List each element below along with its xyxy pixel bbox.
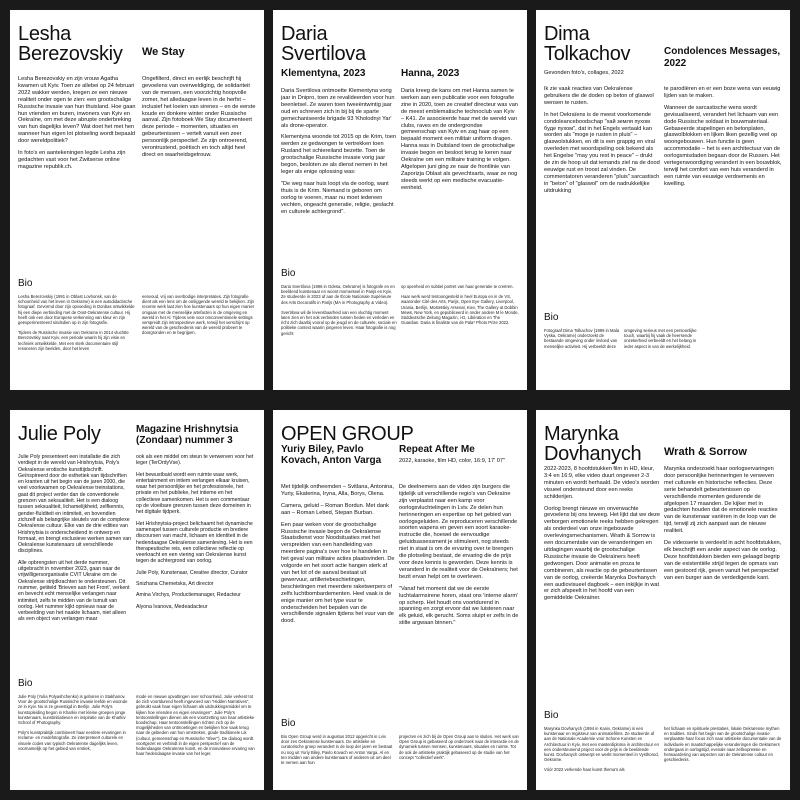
work-title: We Stay [142, 46, 185, 58]
artist-name: Daria Svertilova [281, 23, 366, 65]
paragraph: mode en nieuwe opvattingen over schoonheid. Julie verkent tot de zich voortdurend heeft ingevoerd van "Hidden Narratives", gebruikt vaak haar eigen lichaam als uitdrukkingsmiddel om te kijken hoe vrienden en eigen ervaringen". Julie Poly's tentoonstellingen dienen als een voortzetting van haar artistieke boodschap. Haar tentoonstellingen richten zich op de mogelijkheden van ontmoetingen en bekijken hoe vaak terug naar de gebieden van hun omstreken, grade traditionele Lik (cultuur, gemeenschap en Russische "sfeer"). De dialoog wordt voortgezet en verbindt in de eigen perspectief van de hedendaagse Oekraïense kunst, en de innovatieve ervaring van haar hedendaagse invasie van het leger. [136, 694, 255, 757]
artist-name: Dima Tolkachov [544, 23, 631, 65]
work-subtitle: Gevonden foto's, collages, 2022 [544, 70, 624, 76]
bio-column-left [281, 284, 397, 341]
paragraph: omgeving serieus met een persoonlijke touch, waarbij hij vaak de heersende onzekerheid verbeeldt en het belang in ieder aspect is van de werkelijkheid. [624, 328, 697, 349]
paragraph: Poly's kunstpraktijk combineert haar eerdere ervaringen in reclame- en modefotografie. Ze interpreteert culturele en visuele codes van typisch Oekraïense dagelijks leven, voornamelijk op het gebied van erotiek, [18, 730, 126, 751]
paragraph: Wanneer de sarcastische wens wordt gevisualiseerd, verandert het lichaam van een dode Russische soldaat in bouwmateriaal. Gebaseerde stapelingen en betonplaten, glaswolblokken en lijken liken gezellig veel op woongebouwen. Hun functie is geen accommodatie – het is een architectuur van de oorlogsmisdaden begaan door de Russen. Het vertegenwoordiging verandert in een bouwblok, terwijl het comfort van een huis veranderd in een ruimte van eeuwige verdoemenis en kwelling. [664, 104, 782, 187]
paragraph: 2022-2023, 8 hoofdstukken film in HD, kleur, 3:4 en 16:9, elke video duurt ongeveer 2-3 minuten en wordt herhaald. De video's worden visueel ondersteund door een reeks schilderijen. [544, 466, 660, 500]
paragraph: Svertilova wil de levensbaarheid van een vluchtig moment laten zien en het ook verbinden tussen heden en verleden en richt zich daarbij vooral op de jeugd en de culturele, sociale en politieke context waarin jongeren leven. Haar fotografie is nog gericht [281, 309, 397, 336]
paragraph: Bio Open Group werd in augustus 2012 opgericht in Lviv door zes Oekraïense kunstenaars. De artistieke en curatorische groep verandert in de loop der jaren en bestaat nu nog uit Yuriy Biley, Pavlo Kovach en Anton Varga. Al en ten midden van andere kunstenaars of anderen uit om deel te nemen aan hun [281, 734, 393, 766]
paragraph: Haar werk werd tentoongesteld in heel Europa en in de VS, waaronder Cité des Arts, Parijs, Open Eye Gallery, Liverpool, Urania, Berlijn, Mostetskiy Arsenal, Kiev, The Gallery at Dobbin Mews, New York, en gepubliceerd in onder andere M le Monde, Süddeutsche Zeitung Magazin, i-D, Libération en The Guardian. Daria is finaliste van de Pala* Photo Prize 2022. [401, 294, 519, 326]
paragraph: Julie Poly presenteert een installatie die zich verdiept in de wereld van Hrishnytsia, Poly's Oekraïense erotische kunsttijdschrift. Geïnspireerd door de esthetiek van tijdschriften en kranten uit het begin van de jaren 2000, die veel voorkwamen op Oekraïense treinstations, gaat dit project verder dan de conventionele grenzen van seksualiteit. Het is een dialoog tussen seksualiteit, lichamelijkheid, zelfkennis, gender-fluïditeit en intimiteit, en bovendien zichzelf als belangrijke sleutels van de complexe Oekraïense cultuur. Elke van de drie edities van Hrishnytsia is onderscheidend in ontwerp en formaat, en brengt exclusieve werken samen van Oekraïense kunstenaars uit verschillende disciplines. [18, 454, 132, 555]
artist-name: Marynka Dovhanych [544, 423, 642, 465]
artist-name: OPEN GROUP [281, 423, 414, 445]
paragraph: ook als een middel om steun te verwerven voor het leger (TerOrdyVse). [136, 454, 254, 467]
exhibition-panel-dima-tolkachov [536, 10, 790, 390]
text-column-right [399, 484, 519, 632]
bio-heading: Bio [18, 278, 33, 289]
bio-heading: Bio [544, 312, 559, 323]
credit-line: Amina Virchys, Productiemanager, Redacteur [136, 592, 241, 599]
paragraph: Marynka Dovhanych (1994 in Kaniv, Oekraïne) is een kunstenaar en regisseur van animatiefilms. Ze studeerde af aan de Nationale Academie voor Schone Kunsten en Architectuur in Kyiv, met een masterdiploma in architectuur en een ondersteunend project voor de prijs in de beeldende kunst. Dovhanych ontwerpt en werkt momenteel in Vysthorod, Oekraïne. [544, 726, 659, 763]
credit-line: Snizhana Chernetska, Art director [136, 581, 214, 588]
exhibition-panel-open-group [273, 410, 527, 790]
paragraph: Fotograaf Dima Tolkachov (1999 in Mala Vyska, Oekraïne) onderzoekt de bestaande omgeving onder invloed van menselijke activiteit. Hij verbeeldt deze [544, 328, 620, 349]
bio-column-right [624, 328, 698, 354]
paragraph: De videoserie is verdeeld in acht hoofdstukken, elk beschrijft een ander aspect van de oorlog. Deze hoofdstukken bieden een gelaagd begrip van de existentiële strijd tegen de opmars van een gestoord rijk, geven vanuit het perspectief van een burger aan de verdedigende kant. [664, 540, 782, 581]
bio-column-right [399, 734, 519, 765]
work-meta: 2022, karaoke, film HD, color, 16:9, 17' 07" [399, 458, 505, 464]
paragraph: te parodiëren en er een boze wens van eeuwig lijden van te maken. [664, 86, 781, 99]
paragraph: "De weg naar huis loopt via de oorlog, want thuis is de Krim. Niemand is geboren om oorlog te voeren, maar nu moet iedereen vechten, ongeacht generatie, religie, geslacht en culturele achtergrond". [281, 180, 394, 215]
text-column-right [664, 466, 782, 587]
artist-name: Julie Poly [18, 423, 101, 445]
bio-heading: Bio [281, 268, 296, 279]
bio-column-left [544, 726, 660, 778]
text-column-left [281, 88, 397, 220]
paragraph: Julie Poly (Yulia Polyashchenko) is geboren in Stakhanov. Voor de grootschalige Russische invasie leefde en woonde ze in Kyiv. Nu is ze gevestigd in Berlijn. Julie Poly's kunstopleiding begon in Kharkiv met kleine groepen jonge kunstenaars, kunstinitiatieven en inspiratie van de Kharkiv School of Photography. [18, 694, 128, 726]
paragraph: Lesha Berezovskiy (1991 in Oblast Lovhonsk, van de schoonheid van het leven in Oekraïne) is een autodidactische fotograaf. Gevormd door zijn opvoeding in Donbas ontwikkelde hij een diepe verbinding met de Oost-Oekraïense cultuur. Hij heeft ook een door Europese verkenning van kleur en zijn geëxperimenteerd sindsdien op in zijn fotografie. [18, 294, 135, 326]
paragraph: Camera, geluid – Roman Bordun. Met dank aan – Roman Lebed, Stepan Burban. [281, 502, 389, 516]
bio-column-left [18, 294, 136, 356]
paragraph: het lichaam en spirituele prestaties, lokale Oekraïense mythen en tradities. Sinds het begin van de grootschalige invasie verplaatste haar focus zich naar artistieke documentatie van de individuele en maatschappelijke veranderingen die Oekraïners ondergaan in oorlogstijd, evenals naar zelfexpressie en herwaardering van aspecten van de Oekraïense cultuur en geschiedenis. [664, 726, 782, 763]
paragraph: Daria Svertilova ontmoette Klementyna vorig jaar in Dnipro, toen ze revalideerden voor hun beenletsel. Ze waren toen tweeëntwintig jaar oud en schreven zich in bij bij de sparte gemechaniseerde brigade 93 'Kholodnyi Yar' als drone-operator. [281, 88, 395, 129]
text-column-right [136, 454, 256, 615]
work-title: Hanna, 2023 [401, 68, 460, 79]
credit-line: Julie Poly, Kunstenaar, Creative director, Curator [136, 569, 248, 576]
artist-name: Lesha Berezovskiy [18, 23, 123, 65]
text-column-left [544, 86, 660, 200]
paragraph: Een paar weken voor de grootschalige Russische invasie begon de Oekraïense Staatsdienst voor Noodsituaties met het verspreiden van een handleiding van meerdere pagina's over hoe te handelen in het geval van militaire acties plaatsvinden. De volgorde en het soort actie hangen sterk af van het lot of de aanval bestaat uit gewervuur, artilleriebeschietingen, beschietingen met meerdere raketwerpers of zelfs luchtbombardementen. Heel vaak is de enige manier om het type vuur te onderscheiden het bepalen van de verschillende signalen tijdens het vuur van de dood. [281, 521, 395, 625]
bio-column-right [401, 284, 519, 330]
paragraph: Vóór 2022 verkende haar kunst thema's als [544, 767, 625, 773]
bio-heading: Bio [544, 710, 559, 721]
paragraph: Het bewustbaid wordt een ruimte waar werk, entertainment en intiem verlangen elkaar kruisen, waar het persoonlijke en het professionele, het private en het publieke, het intieme en het collectieve samenkomen. Het is een commentaar op de vloeibare grenzen tussen deze domeinen in het digitale tijdperk. [136, 471, 251, 516]
paragraph: Met tijdelijk ontheemden – Svitlana, Antonina, Yuriy, Ekaterina, Iryna, Alla, Borys, Olena. [281, 484, 394, 497]
paragraph: "Vanaf het moment dat we de eerste luchtalarmsirene horen, staat ons 'interne alarm' op scherp. Het houdt ons voortdurend in spanning en zorgt ervoor dat we luisteren naar elk geluid, elk gerucht. Soms sluipt er zelfs in de stilte argwaan binnen." [399, 585, 519, 627]
text-column-left [544, 466, 660, 607]
paragraph: projecten en zich bij de Open Group aan te sluiten. Het werk van Open Group is gebaseerd op onderzoek naar de interactie en de dynamiek tussen mensen, kunstenaars, situaties en ruimte. Tot de ook de artistieke praktijk gebaseerd op de studie van het concept "collectief werk". [399, 734, 519, 760]
bio-column-left [281, 734, 395, 770]
bio-column-right [664, 726, 782, 767]
text-column-left [281, 484, 395, 630]
text-column-right [664, 86, 782, 193]
credit-line: Alyona Ivanova, Medeadacteur [136, 603, 208, 610]
paragraph: Marynka onderzoekt haar oorlogservaringen door persoonlijke herinneringen te verweven met culturele en historische reflecties. Deze serie behandelt gebeurtenissen op verschillende momenten gedurende de afgelopen 17 maanden. De kijker met in gedachten houden dat de emotionele reacties van de kunstenaar variëren in de loop van de tijd, terwijl zij zich aanpast aan de nieuwe realiteit. [664, 466, 778, 535]
paragraph: Ongefilterd, direct en eerlijk beschrijft hij gevoelens van overweldiging, de solidariteit van de mensen, een voorzichtig hoopvolle zomer, het alledaagse leven in de herfst – inclusief het loeien van sirenes – en de eerste koude en donkere winter onder Russische aanval. Zijn fotoboek We Stay documenteert deze periode – momenten, situaties en gebeurtenissen – vertelt vanuit een zeer persoonlijk perspectief. Ze zijn ontroerend, verontrustend, poëtisch en toch altijd heel direct en waarheidsgetrouw. [142, 76, 256, 158]
paragraph: Klementyna woonde tot 2015 op de Krim, toen werden ze gedwongen te vertrekken toen Rusland het schiereiland bezette. Toen de grootschalige Russische invasie vorig jaar begon, besloten ze als dienst nemen in het leger als enige oplossing was: [281, 134, 397, 175]
paragraph: Daria kreeg de kans om met Hanna samen te werken aan een publicatie voor een fotografie zine in 2020, toen ze creatief directeur was van de meest emblematische technoclub van Kyiv – K41. Ze associeerde haar met de wereld van clubs, raves en de ondergrondse gemeenschap van Kyiv en zag haar op een bepaald moment een militair uniform dragen. Hanna was in Duitsland toen de grootschalige invasie begon en besloot terug te keren naar Oekraïne om een militaire training te volgen. Afgelopen juni ging ze naar de frontlinie van Zaporizja Oblast als gevechtsarts, waar ze nog steeds werkt op een medische evacuatie-eenheid. [401, 88, 518, 191]
work-title: Repeat After Me [399, 444, 475, 455]
paragraph: Oorlog brengt nieuwe en onverwachte gevoelens bij ons teweeg. Het lijkt dat we deze verborgen emotionele reeks hebben gekregen als onderdeel van onze ingebouwde overlevingsmechanismen. Wrath & Sorrow is een documentatie van de veranderingen en uitdagingen waarbij de grootschalige Russische invasie de Oekraïners heeft gedwongen. Door animatie en proza te combineren, als reactie op de gebeurtenissen van de oorlog, creëerde Marynka Dovhanych een audiovisueel dagboek – een inkijkje in wat er zich afspeelt in het hoofd van een gemiddelde Oekraïner. [544, 505, 660, 602]
paragraph: De deelnemers aan de video zijn burgers die tijdelijk uit verschillende regio's van Oekraïne zijn verplaatst naar een kamp voor oorlogsvluchtelingen in Lviv. Ze delen hun herinneringen en expertise op het gebied van oorlogsgeluiden. Ze reproduceren verschillende soorten wapens en geven een soort karaoke-instructie die, hoewel de eenvoudige geluidsassessment je stimuleert, nog steeds niet in staat is om de ervaring over te brengen die plotseling bestaat, de ervaring die de prijs voor deze kennis is geworden. Deze kennis is veranderd in de realiteit voor de Oekraïners; het bezit ervan helpt om te overleven. [399, 484, 518, 580]
text-column-right [142, 76, 258, 164]
text-column-left [18, 76, 138, 176]
paragraph: Alle opbrengsten uit het derde nummer, uitgebracht in november 2023, gaan naar de vrijwilligersorganisatie CVIT Ukraine om de Oekraïense strijdkrachten te ondersteunen. Dit nummer, getiteld 'Brieven aan het Front', verkent en bevecht echt menselijke verlangen naar intimiteit, zelfs te midden van de tumult van oorlog. Het nummer kijkt opnieuw naar de verbeelding van het naakte lichaam, niet alleen als een object van verlangen maar [18, 559, 130, 623]
work-title: Condolences Messages, 2022 [664, 46, 781, 69]
exhibition-panel-daria-svertilova [273, 10, 527, 390]
bio-heading: Bio [281, 718, 296, 729]
exhibition-panel-julie-poly [10, 410, 264, 790]
bio-heading: Bio [18, 678, 33, 689]
paragraph: In het Oekraïens is de meest voorkomende condoleanceboodschap "хай земля пухом буде пухом", dat in het Engels vertaald kan worden als "moge je rusten in pluis" – glaswolstukken, en dit is een grappig en viral overleden met woordspeling ook bekend als het Engelse "may you rest in peace" – drukt de zin de hoop uit dat iemands ziel na de dood eeuwige rust en troost zal vinden. De commentatoren veranderen "pluis" sarcastisch in "beton" of "glaswol" om de nadrukkelijke uitdrukking [544, 111, 660, 194]
group-members: Yuriy Biley, Pavlo Kovach, Anton Varga [281, 444, 382, 466]
exhibition-panel-lesha-berezovskiy [10, 10, 264, 390]
paragraph: Tijdens de Russische invasie van Oekraïne in 2014 vluchtte Berezovskiy naar Kyiv, een periode waarin hij zijn visie en techniek ontwikkelde. Met een sterk documentaire stijl resoneren zijn beelden, door het leven [18, 330, 129, 351]
paragraph: eenvoud, vrij van overbodige interpretaties. Zijn fotografie dient als een lens om de omliggende wereld te bekijken. Zijn recente werk laat zien hoe kunstenaars op hun eigen manier omgaan met de menselijke artefacten in de omgeving en wereld in het Al. Tijdens vele voor omconventionele settings verspreidt zijn introspectieve werk, terwijl het verschijnt op wereld van de geschiedenis van de wereld probeert te doorgronden en te begrijpen. [142, 294, 255, 336]
paragraph: Lesha Berezovskiy en zijn vrouw Agatha kwamen uit Kyiv. Toen ze allebei op 24 februari 2022 wakker werden, kregen ze een nieuwe realiteit onder ogen te zien: een grootschalige Russische invasie van hun thuisland. Hoe gaan hun vrienden en buren, inwoners van Kyiv en Oekraïne, om met deze abrupte onderbreking van hun dagelijks leven? Wat doet het met hen wanneer hun eigen lot plotseling wordt bepaald door wereldpolitiek? [18, 76, 136, 145]
work-title: Wrath & Sorrow [664, 446, 747, 458]
text-column-right [401, 88, 519, 197]
paragraph: Het Hrishnytsia-project belichaamt het dynamische samenspel tussen culturele productie en bredere discoursen van macht, lichaam en identiteit in de hedendaagse Oekraïense samenleving. Het is een therapeutische reis, een collectieve reflectie op veerkracht en een viering van Oekraïense kunst tegen de achtergrond van oorlog. [136, 520, 253, 565]
work-title: Magazine Hrishnytsia (Zondaar) nummer 3 [136, 424, 239, 446]
exhibition-panel-marynka-dovhanych [536, 410, 790, 790]
paragraph: Daria Svertilova (1996 in Odesa, Oekraïne) is fotografe en en beeldend kunstenaar en woont momenteel in Parijs en Kyiv. Ze studeerde in 2023 af aan de École Nationale Supérieure des Arts Decoratifs in Parijs (MA in Photography & Video). [281, 284, 395, 305]
bio-column-left [544, 328, 620, 354]
bio-column-right [136, 694, 256, 761]
paragraph: In foto's en aantekeningen legde Lesha zijn gedachten vast voor het Zwitserse online magazine republik.ch. [18, 150, 126, 170]
text-column-left [18, 454, 132, 628]
paragraph: op openheid en subtiel portret van haar generatie te creëren. [401, 284, 514, 289]
work-subtitle: Klementyna, 2023 [281, 68, 366, 79]
paragraph: Ik zie vaak reacties van Oekraïense gebruikers die de doden op beton of glaswol wensen te rusten. [544, 86, 654, 106]
bio-column-left [18, 694, 132, 756]
bio-column-right [142, 294, 258, 341]
